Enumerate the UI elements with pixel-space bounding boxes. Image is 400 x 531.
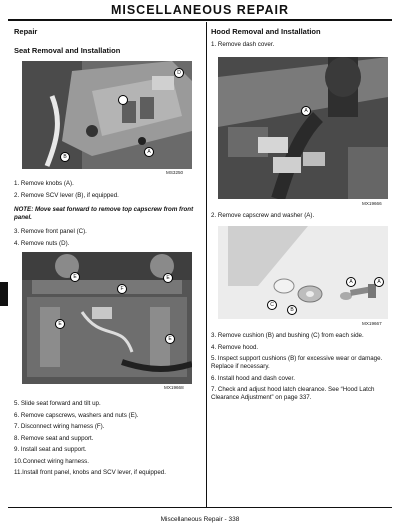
hood-steps-list-1 xyxy=(211,41,391,53)
seat-steps-list-2 xyxy=(14,228,199,251)
step-item: 8. Remove seat and support. xyxy=(14,434,94,442)
step-item: 3. Remove front panel (C). xyxy=(14,228,87,235)
callout-b: B xyxy=(60,152,70,162)
note-text: NOTE: Move seat forward to remove top capscrew from front panel. xyxy=(14,206,194,221)
step-item: 1. Remove knobs (A). xyxy=(14,180,74,187)
step-item: 1. Remove dash cover. xyxy=(211,41,275,48)
step-item: 6. Install hood and dash cover. xyxy=(211,374,295,382)
figure-caption: MX19667 xyxy=(362,321,382,326)
step-item: 4. Remove hood. xyxy=(211,343,259,351)
figure-caption: MX19668 xyxy=(164,385,184,390)
step-item: 6. Remove capscrews, washers and nuts (E). xyxy=(14,411,139,419)
step-item: 3. Remove cushion (B) and bushing (C) from each side. xyxy=(211,332,364,339)
hood-steps-list-3 xyxy=(211,332,393,406)
hood-removal-heading: Hood Removal and Installation xyxy=(211,27,321,36)
page-footer: Miscellaneous Repair - 338 xyxy=(160,516,240,523)
figure-caption: MX19666 xyxy=(362,201,382,206)
callout-a: A xyxy=(301,106,311,116)
callout-d xyxy=(118,95,128,105)
figure-caption: MS3250 xyxy=(166,170,184,175)
callout-c: C xyxy=(267,300,277,310)
step-item: 5. Slide seat forward and tilt up. xyxy=(14,400,101,407)
step-item: 9. Install seat and support. xyxy=(14,446,87,453)
hood-hardware-photo xyxy=(218,226,388,319)
seat-steps-list-1 xyxy=(14,180,199,203)
footer-rule xyxy=(8,507,392,508)
step-item: 2. Remove SCV lever (B), if equipped. xyxy=(14,191,119,199)
callout-e: E xyxy=(70,272,80,282)
callout-e: E xyxy=(165,334,175,344)
seat-steps-list-3 xyxy=(14,400,202,481)
step-item: 2. Remove capscrew and washer (A). xyxy=(211,212,315,219)
column-divider xyxy=(206,22,207,508)
step-item: 10.Connect wiring harness. xyxy=(14,457,89,465)
step-item: 11.Install front panel, knobs and SCV lever, if equipped. xyxy=(14,469,166,476)
header-rule xyxy=(8,19,392,21)
callout-b: B xyxy=(287,305,297,315)
callout-a: A xyxy=(346,277,356,287)
callout-e: E xyxy=(163,273,173,283)
page-title: MISCELLANEOUS REPAIR xyxy=(110,3,290,17)
callout-f: F xyxy=(117,284,127,294)
step-item: 7. Disconnect wiring harness (F). xyxy=(14,423,105,430)
callout-c: D xyxy=(174,68,184,78)
hood-steps-list-2 xyxy=(211,212,391,224)
callout-a: A xyxy=(144,147,154,157)
step-item: 5. Inspect support cushions (B) for excessive wear or damage. Replace if necessary. xyxy=(211,355,383,370)
seat-panel-photo xyxy=(22,61,192,169)
dash-capscrew-photo xyxy=(218,57,388,199)
section-tab xyxy=(0,282,8,306)
step-item: 7. Check and adjust hood latch clearance. See “Hood Latch Clearance Adjustment” on page 337. xyxy=(211,386,375,401)
seat-support-photo xyxy=(22,252,192,384)
callout-e: E xyxy=(55,319,65,329)
step-item: 4. Remove nuts (D). xyxy=(14,239,70,247)
seat-removal-heading: Seat Removal and Installation xyxy=(14,46,121,55)
callout-a: A xyxy=(374,277,384,287)
section-label: Repair xyxy=(14,27,38,36)
